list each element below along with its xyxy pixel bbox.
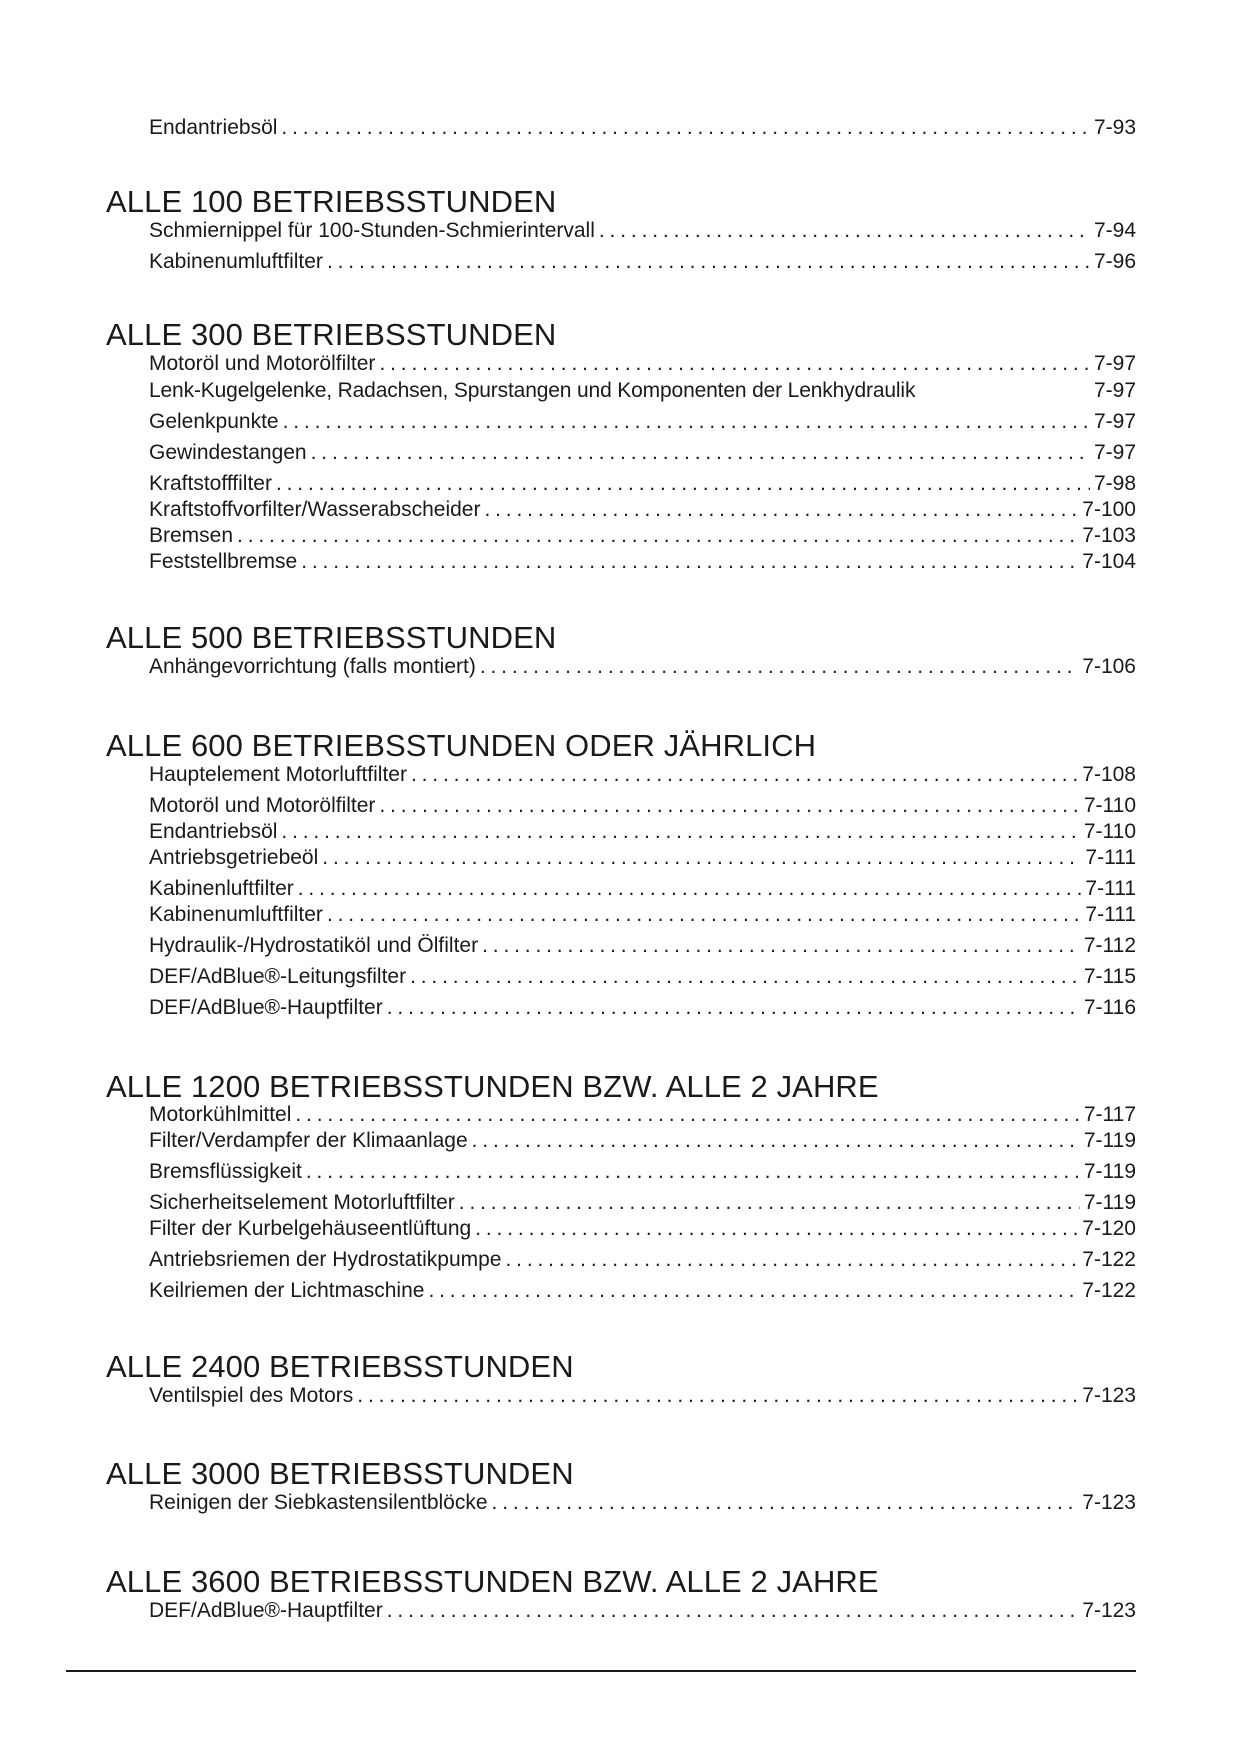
leader-dots [459,1190,1080,1216]
toc-entry-label: Feststellbremse [149,550,298,573]
toc-entry-label: Filter der Kurbelgehäuseentlüftung [149,1217,472,1240]
toc-entry[interactable] [149,1383,1136,1409]
section-heading: ALLE 500 BETRIEBSSTUNDEN [106,620,557,655]
toc-entry[interactable] [149,218,1136,244]
toc-entry-page: 7-103 [1082,524,1136,547]
toc-entry[interactable] [149,1159,1136,1185]
toc-entry-label: Motorkühlmittel [149,1103,292,1126]
toc-entry-label: DEF/AdBlue®-Hauptfilter [149,1599,383,1622]
toc-entry-label: Kabinenluftfilter [149,877,294,900]
toc-entry[interactable] [149,497,1136,523]
section-heading: ALLE 1200 BETRIEBSSTUNDEN BZW. ALLE 2 JAHRE [106,1069,879,1104]
leader-dots [387,995,1080,1021]
leader-dots [379,793,1079,819]
toc-entry-label: Antriebsriemen der Hydrostatikpumpe [149,1248,502,1271]
toc-entry-page: 7-97 [1093,379,1136,402]
toc-entry-page: 7-119 [1083,1129,1136,1152]
toc-entry-page: 7-115 [1083,965,1136,988]
toc-entry-label: Schmiernippel für 100-Stunden-Schmierintervall [149,219,595,242]
toc-entry-page: 7-111 [1085,903,1136,926]
toc-entry-label: Gelenkpunkte [149,410,279,433]
toc-entry[interactable] [149,1102,1136,1128]
footer-rule [66,1670,1136,1672]
toc-entry-label: Antriebsgetriebeöl [149,846,319,869]
toc-entry[interactable] [149,654,1136,680]
toc-entry-label: Kabinenumluftfilter [149,250,323,273]
toc-entry-label: Reinigen der Siebkastensilentblöcke [149,1491,488,1514]
toc-entry-page: 7-97 [1093,352,1136,375]
toc-entry-page: 7-123 [1082,1384,1136,1407]
toc-entry[interactable] [149,409,1136,435]
toc-entry-page: 7-123 [1082,1599,1136,1622]
leader-dots [475,1216,1078,1242]
leader-dots [480,654,1078,680]
leader-dots [357,1383,1078,1409]
section-heading: ALLE 2400 BETRIEBSSTUNDEN [106,1349,574,1384]
toc-entry-label: Endantriebsöl [149,116,278,139]
toc-entry-label: Sicherheitselement Motorluftfilter [149,1191,455,1214]
leader-dots [599,218,1090,244]
toc-entry[interactable] [149,249,1136,275]
toc-entry-page: 7-122 [1082,1248,1136,1271]
toc-entry-page: 7-122 [1082,1279,1136,1302]
section-heading: ALLE 600 BETRIEBSSTUNDEN ODER JÄHRLICH [106,728,817,763]
toc-entry[interactable] [149,440,1136,466]
leader-dots [295,1102,1079,1128]
leader-dots [506,1247,1079,1273]
toc-entry-page: 7-96 [1093,250,1136,273]
leader-dots [411,762,1078,788]
toc-entry-page: 7-111 [1085,877,1136,900]
toc-entry-page: 7-94 [1093,219,1136,242]
toc-entry-page: 7-104 [1082,550,1136,573]
toc-entry-page: 7-111 [1085,846,1136,869]
leader-dots [301,549,1078,575]
toc-entry-page: 7-119 [1083,1160,1136,1183]
toc-entry[interactable] [149,1247,1136,1273]
toc-entry-label: Kabinenumluftfilter [149,903,323,926]
toc-entry-label: Kraftstoffvorfilter/Wasserabscheider [149,498,481,521]
toc-entry-label: Endantriebsöl [149,820,278,843]
toc-entry-label: Kraftstofffilter [149,472,272,495]
leader-dots [283,409,1090,435]
toc-entry[interactable] [149,1190,1136,1216]
toc-entry-page: 7-110 [1083,820,1136,843]
toc-entry[interactable] [149,845,1136,871]
toc-entry-page: 7-98 [1093,472,1136,495]
toc-entry-label: Motoröl und Motorölfilter [149,352,376,375]
leader-dots [327,249,1090,275]
leader-dots [379,351,1090,377]
toc-entry[interactable] [149,793,1136,819]
toc-entry-page: 7-108 [1082,763,1136,786]
leader-dots [298,876,1082,902]
toc-entry[interactable] [149,351,1136,377]
leader-dots [492,1490,1079,1516]
toc-entry[interactable] [149,1490,1136,1516]
toc-entry[interactable] [149,964,1136,990]
toc-entry[interactable] [149,378,1136,404]
toc-entry[interactable] [149,523,1136,549]
section-heading: ALLE 100 BETRIEBSSTUNDEN [106,184,557,219]
toc-entry-page: 7-100 [1082,498,1136,521]
leader-dots [410,964,1080,990]
toc-entry-label: Bremsflüssigkeit [149,1160,302,1183]
toc-entry[interactable] [149,549,1136,575]
toc-entry[interactable] [149,1128,1136,1154]
leader-dots [306,1159,1080,1185]
section-heading: ALLE 3600 BETRIEBSSTUNDEN BZW. ALLE 2 JAHRE [106,1564,879,1599]
leader-dots [472,1128,1080,1154]
toc-entry-page: 7-120 [1082,1217,1136,1240]
toc-entry[interactable] [149,1278,1136,1304]
leader-dots [237,523,1078,549]
leader-dots [281,115,1090,141]
toc-entry-page: 7-97 [1093,441,1136,464]
toc-entry-page: 7-93 [1093,116,1136,139]
toc-entry-label: Filter/Verdampfer der Klimaanlage [149,1129,468,1152]
toc-entry[interactable] [149,115,1136,141]
leader-dots [311,440,1090,466]
toc-entry-label: Bremsen [149,524,234,547]
toc-entry[interactable] [149,819,1136,845]
toc-entry-page: 7-116 [1083,996,1136,1019]
leader-dots [327,902,1081,928]
toc-entry-page: 7-97 [1093,410,1136,433]
toc-entry-label: Motoröl und Motorölfilter [149,794,376,817]
toc-entry-label: Lenk-Kugelgelenke, Radachsen, Spurstangen und Komponenten der Lenkhydraulik [149,379,916,402]
toc-entry-label: Keilriemen der Lichtmaschine [149,1279,425,1302]
leader-dots [276,471,1090,497]
toc-entry-label: Gewindestangen [149,441,307,464]
toc-entry[interactable] [149,933,1136,959]
toc-entry[interactable] [149,762,1136,788]
toc-entry-label: Hauptelement Motorluftfilter [149,763,407,786]
toc-entry-page: 7-106 [1082,655,1136,678]
toc-entry-label: Ventilspiel des Motors [149,1384,354,1407]
leader-dots [428,1278,1078,1304]
leader-dots [387,1598,1079,1624]
section-heading: ALLE 300 BETRIEBSSTUNDEN [106,317,557,352]
leader-dots [322,845,1081,871]
toc-entry[interactable] [149,1216,1136,1242]
section-heading: ALLE 3000 BETRIEBSSTUNDEN [106,1456,574,1491]
toc-entry[interactable] [149,876,1136,902]
toc-entry-label: DEF/AdBlue®-Leitungsfilter [149,965,407,988]
toc-entry-label: DEF/AdBlue®-Hauptfilter [149,996,383,1019]
toc-entry-label: Anhängevorrichtung (falls montiert) [149,655,476,678]
toc-entry-page: 7-117 [1083,1103,1136,1126]
toc-entry[interactable] [149,1598,1136,1624]
toc-entry-label: Hydraulik-/Hydrostatiköl und Ölfilter [149,934,479,957]
toc-entry[interactable] [149,995,1136,1021]
toc-entry-page: 7-112 [1083,934,1136,957]
toc-entry[interactable] [149,471,1136,497]
toc-entry-page: 7-110 [1083,794,1136,817]
toc-entry-page: 7-119 [1083,1191,1136,1214]
toc-entry-page: 7-123 [1082,1491,1136,1514]
leader-dots [482,933,1080,959]
leader-dots [281,819,1079,845]
leader-dots [484,497,1078,523]
toc-entry[interactable] [149,902,1136,928]
